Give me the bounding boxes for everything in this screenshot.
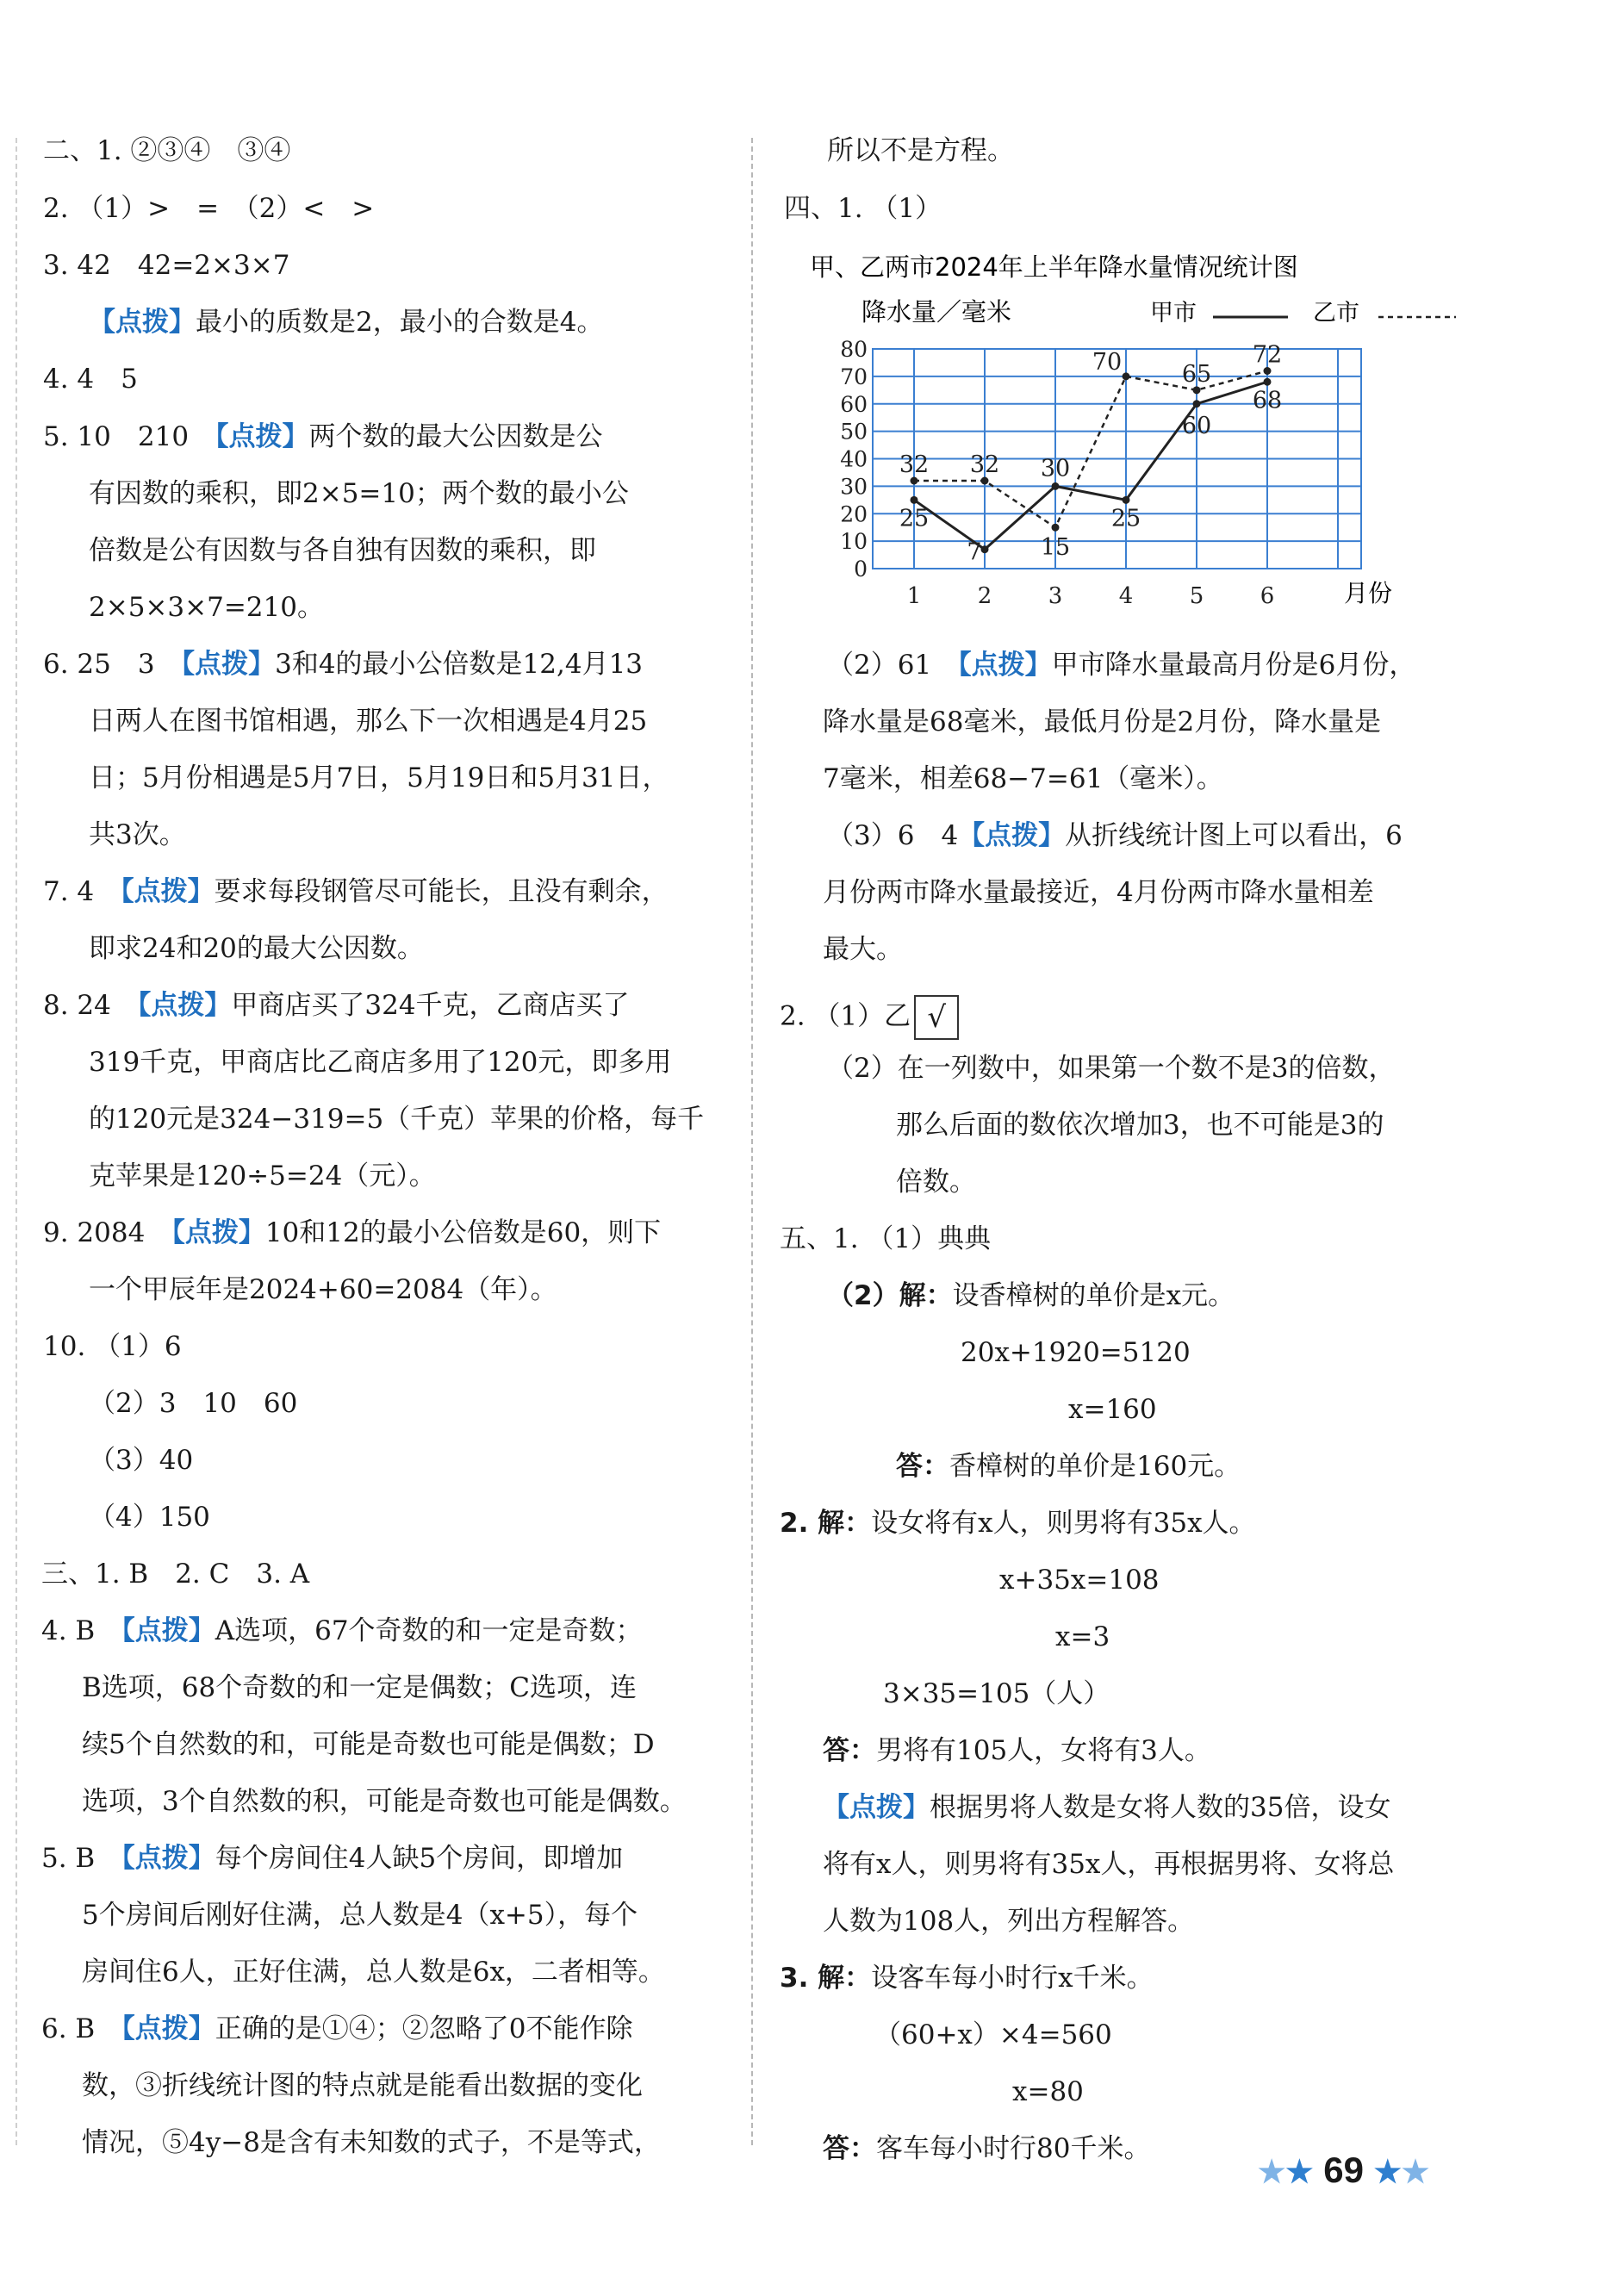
answer-line — [1055, 1620, 1110, 1654]
y-tick-label: 70 — [840, 364, 868, 389]
y-tick-label: 20 — [840, 501, 868, 527]
x-tick-label: 1 — [906, 583, 922, 609]
answer-text: 3. 42 42=2×3×7 — [43, 250, 290, 281]
answer-text: 的120元是324−319=5（千克）苹果的价格，每千 — [89, 1104, 705, 1135]
answer-text: x=3 — [1055, 1621, 1110, 1652]
answer-text: 从折线统计图上可以看出，6 — [1065, 820, 1403, 851]
answer-line — [780, 1506, 1256, 1540]
answer-line — [82, 1898, 638, 1932]
solution-label: 3. 解： — [780, 1963, 872, 1994]
answer-text: 日；5月份相遇是5月7日，5月19日和5月31日， — [89, 762, 669, 793]
answer-line — [1068, 1392, 1157, 1427]
answer-line — [89, 590, 324, 625]
legend-jia-label: 甲市 — [1150, 300, 1197, 327]
answer-text: （3）40 — [89, 1445, 194, 1476]
answer-text: 设香樟树的单价是x元。 — [952, 1280, 1235, 1311]
answer-text: 三、1. B 2. C 3. A — [41, 1559, 310, 1590]
answer-line — [89, 818, 186, 852]
answer-line — [43, 1329, 182, 1364]
data-label: 70 — [1092, 348, 1123, 376]
answer-text: 一个甲辰年是2024+60=2084（年）。 — [89, 1274, 557, 1305]
data-point — [911, 496, 918, 504]
chart-x-axis-label: 月份 — [1344, 579, 1393, 607]
answer-line — [89, 1159, 436, 1193]
answer-text: 最小的质数是2，最小的合数是4。 — [196, 307, 604, 338]
answer-text: 5个房间后刚好住满，总人数是4（x+5），每个 — [82, 1900, 638, 1931]
answer-prefix: 7. 4 — [43, 876, 121, 907]
x-tick-label: 6 — [1260, 583, 1275, 609]
y-tick-label: 10 — [840, 529, 868, 555]
answer-text: 降水量是68毫米，最低月份是2月份，降水量是 — [823, 706, 1382, 737]
data-label: 72 — [1252, 341, 1283, 369]
answer-line — [41, 2012, 632, 2046]
legend-yi-label: 乙市 — [1313, 300, 1359, 327]
answer-line — [883, 1677, 1110, 1711]
answer-text: 所以不是方程。 — [827, 135, 1014, 166]
answer-line — [89, 1386, 297, 1421]
left-margin-rule — [16, 138, 17, 2145]
data-point — [1052, 482, 1060, 490]
answer-text: 2. （1）> = （2）< > — [43, 193, 375, 224]
hint-tag: 【点拨】 — [171, 1217, 265, 1248]
answer-line — [896, 1108, 1384, 1142]
answer-line — [827, 1051, 1395, 1086]
answer-text: 20x+1920=5120 — [961, 1337, 1191, 1368]
answer-prefix: 6. B — [41, 2013, 122, 2044]
answer-line — [784, 191, 942, 226]
data-label: 7 — [967, 538, 982, 566]
answer-text: 倍数。 — [896, 1167, 976, 1198]
answer-line — [823, 1904, 1194, 1938]
answer-prefix: （3）6 4 — [827, 820, 959, 851]
answer-line — [89, 1272, 557, 1307]
star-icon: ★ — [1258, 2154, 1286, 2189]
answer-line — [827, 1279, 1235, 1313]
star-icon: ★ — [1285, 2154, 1314, 2189]
answer-text: 设客车每小时行x千米。 — [871, 1963, 1154, 1994]
answer-line — [89, 1045, 671, 1080]
answer-text: B选项，68个奇数的和一定是偶数；C选项，连 — [82, 1672, 637, 1703]
y-tick-label: 80 — [840, 337, 868, 362]
answer-line — [999, 1563, 1160, 1597]
answer-text: 正确的是①④；②忽略了0不能作除 — [215, 2013, 633, 2044]
answer-line — [41, 1841, 623, 1876]
answer-text: 五、1. （1）典典 — [780, 1223, 992, 1254]
answer-text: 克苹果是120÷5=24（元）。 — [89, 1160, 436, 1192]
y-tick-label: 40 — [840, 446, 868, 472]
hint-tag: 【点拨】 — [958, 650, 1052, 681]
hint-tag: 【点拨】 — [215, 421, 309, 452]
answer-line — [874, 2018, 1112, 2052]
answer-line — [43, 874, 669, 909]
answer-text: （2）3 10 60 — [89, 1388, 298, 1419]
y-tick-label: 0 — [854, 557, 868, 582]
x-tick-label: 4 — [1118, 583, 1134, 609]
answer-line — [896, 1165, 976, 1199]
answer-text: 四、1. （1） — [784, 193, 942, 224]
answer-text: 甲市降水量最高月份是6月份， — [1051, 650, 1416, 681]
answer-line — [43, 647, 643, 681]
answer-text: 情况，⑤4y−8是含有未知数的式子，不是等式， — [82, 2127, 661, 2158]
star-icon: ★ — [1373, 2154, 1402, 2189]
answer-prefix: 9. 2084 — [43, 1217, 172, 1248]
data-label: 30 — [1040, 455, 1071, 482]
answer-text: 10和12的最小公倍数是60，则下 — [264, 1217, 662, 1248]
answer-text: 2×5×3×7=210。 — [89, 592, 324, 623]
answer-text: 3和4的最小公倍数是12,4月13 — [275, 649, 644, 680]
rainfall-line-chart — [793, 250, 1482, 620]
answer-line — [82, 1671, 637, 1705]
answer-text: 两个数的最大公因数是公 — [308, 421, 603, 452]
data-label: 25 — [1110, 505, 1141, 532]
hint-tag: 【点拨】 — [137, 990, 232, 1021]
solution-label: （2）解： — [827, 1280, 953, 1311]
answer-text: x+35x=108 — [999, 1565, 1160, 1596]
answer-line — [43, 362, 138, 396]
answer-line — [43, 191, 374, 226]
answer-text: 4. 4 5 — [43, 364, 138, 395]
answer-text: x=80 — [1012, 2076, 1084, 2107]
answer-text: 将有x人，则男将有35x人，再根据男将、女将总 — [823, 1849, 1395, 1880]
answer-line — [89, 1443, 193, 1478]
answer-text: 日两人在图书馆相遇，那么下一次相遇是4月25 — [89, 706, 648, 737]
answer-line — [896, 1449, 1241, 1484]
solution-label: 答： — [823, 1735, 876, 1766]
answer-line — [89, 704, 647, 738]
answer-text: 香樟树的单价是160元。 — [949, 1451, 1241, 1482]
solution-label: 答： — [896, 1451, 949, 1482]
hint-tag: 【点拨】 — [121, 2013, 215, 2044]
answer-text: 月份两市降水量最接近，4月份两市降水量相差 — [823, 877, 1374, 908]
answer-text: 3×35=105（人） — [883, 1678, 1110, 1709]
hint-tag: 【点拨】 — [121, 1843, 215, 1874]
y-tick-label: 60 — [840, 391, 868, 417]
data-label: 32 — [899, 451, 930, 478]
data-point — [1264, 378, 1272, 386]
answer-line — [823, 2131, 1150, 2166]
answer-line — [82, 1784, 687, 1819]
answer-text: 有因数的乘积，即2×5=10；两个数的最小公 — [89, 478, 629, 509]
answer-line — [827, 648, 1415, 682]
hint-tag: 【点拨】 — [121, 876, 215, 907]
solution-label: 答： — [823, 2133, 876, 2164]
answer-line — [823, 1847, 1394, 1882]
data-point — [981, 545, 989, 553]
answer-prefix: 6. 25 3 — [43, 649, 182, 680]
answer-text: 要求每段钢管尽可能长，且没有剩余， — [214, 876, 669, 907]
answer-line — [827, 134, 1014, 168]
data-point — [1123, 372, 1130, 380]
answer-line — [43, 1216, 661, 1250]
hint-tag: 【点拨】 — [89, 307, 196, 338]
answer-line — [89, 761, 669, 795]
check-mark-box: √ — [914, 995, 959, 1040]
data-label: 25 — [899, 505, 930, 532]
answer-text: 二、1. ②③④ ③④ — [43, 135, 291, 166]
answer-text: （2）在一列数中，如果第一个数不是3的倍数， — [827, 1053, 1396, 1084]
hint-tag: 【点拨】 — [121, 1615, 215, 1646]
answer-line — [1012, 2075, 1084, 2109]
answer-line — [823, 932, 903, 967]
answer-text: 选项，3个自然数的积，可能是奇数也可能是偶数。 — [82, 1786, 687, 1817]
answer-line — [823, 875, 1374, 910]
answer-line — [823, 705, 1381, 739]
answer-prefix: 5. 10 210 — [43, 421, 216, 452]
answer-prefix: 8. 24 — [43, 990, 138, 1021]
hint-tag: 【点拨】 — [823, 1792, 930, 1823]
answer-text: x=160 — [1068, 1394, 1157, 1425]
x-tick-label: 2 — [977, 583, 992, 609]
hint-tag: 【点拨】 — [181, 649, 276, 680]
answer-line — [823, 762, 1223, 796]
answer-prefix: （2）61 — [827, 650, 959, 681]
answer-line — [89, 931, 424, 966]
answer-text: 人数为108人，列出方程解答。 — [823, 1906, 1195, 1937]
answer-text: 7毫米，相差68−7=61（毫米）。 — [823, 763, 1223, 794]
answer-line — [961, 1335, 1191, 1370]
answer-text: 续5个自然数的和，可能是奇数也可能是偶数；D — [82, 1729, 655, 1760]
data-label: 60 — [1181, 412, 1212, 439]
answer-line — [43, 988, 630, 1023]
answer-text: 319千克，甲商店比乙商店多用了120元，即多用 — [89, 1047, 672, 1078]
answer-text: 10. （1）6 — [43, 1331, 182, 1362]
answer-text: 即求24和20的最大公因数。 — [89, 933, 424, 964]
answer-text: 那么后面的数依次增加3，也不可能是3的 — [896, 1110, 1384, 1141]
answer-line — [82, 2069, 643, 2103]
answer-line — [823, 1733, 1211, 1768]
answer-text: 设女将有x人，则男将有35x人。 — [871, 1508, 1256, 1539]
page-number-footer — [1258, 2150, 1429, 2191]
answer-text: 倍数是公有因数与各自独有因数的乘积，即 — [89, 535, 596, 566]
answer-prefix: 5. B — [41, 1843, 122, 1874]
answer-text: 数，③折线统计图的特点就是能看出数据的变化 — [82, 2070, 643, 2101]
column-divider — [751, 138, 753, 2145]
answer-text: 共3次。 — [89, 819, 186, 850]
data-label: 65 — [1181, 360, 1212, 388]
data-label: 32 — [969, 451, 1000, 478]
answer-line — [780, 995, 959, 1040]
answer-line — [780, 1961, 1154, 1995]
answer-line — [43, 248, 289, 283]
answer-text: （60+x）×4=560 — [874, 2019, 1112, 2050]
answer-line — [823, 1790, 1390, 1825]
answer-line — [82, 1955, 665, 1989]
star-icon: ★ — [1401, 2154, 1430, 2189]
data-label: 15 — [1040, 534, 1071, 562]
answer-text: 最大。 — [823, 934, 903, 965]
answer-text: 甲商店买了324千克，乙商店买了 — [231, 990, 630, 1021]
answer-prefix: 4. B — [41, 1615, 122, 1646]
x-tick-label: 5 — [1189, 583, 1204, 609]
hint-tag: 【点拨】 — [958, 820, 1066, 851]
answer-text: 男将有105人，女将有3人。 — [876, 1735, 1211, 1766]
answer-text: 每个房间住4人缺5个房间，即增加 — [215, 1843, 624, 1874]
y-tick-label: 50 — [840, 419, 868, 445]
data-label: 68 — [1252, 387, 1283, 414]
answer-line — [89, 533, 596, 568]
answer-line — [780, 1222, 991, 1256]
answer-line — [827, 818, 1403, 853]
chart-y-axis-label: 降水量／毫米 — [861, 297, 1012, 327]
answer-line — [82, 2125, 661, 2160]
answer-line — [89, 1102, 704, 1136]
answer-line — [89, 305, 603, 339]
solution-label: 2. 解： — [780, 1508, 872, 1539]
answer-line — [89, 476, 629, 511]
answer-text: （4）150 — [89, 1502, 210, 1533]
data-point — [1052, 524, 1060, 532]
answer-line — [41, 1557, 309, 1591]
answer-line — [82, 1727, 655, 1762]
answer-text: 房间住6人，正好住满，总人数是6x，二者相等。 — [82, 1957, 665, 1988]
answer-line — [43, 420, 603, 454]
answer-text: A选项，67个奇数的和一定是奇数； — [215, 1615, 643, 1646]
data-point — [1123, 496, 1130, 504]
y-tick-label: 30 — [840, 474, 868, 500]
x-tick-label: 3 — [1048, 583, 1063, 609]
answer-line — [89, 1500, 210, 1534]
answer-text: 根据男将人数是女将人数的35倍，设女 — [930, 1792, 1391, 1823]
answer-line — [41, 1614, 643, 1648]
data-point — [1193, 400, 1201, 408]
page-number: 69 — [1323, 2150, 1364, 2190]
chart-title: 甲、乙两市2024年上半年降水量情况统计图 — [810, 252, 1298, 282]
answer-text: 2. （1）乙 — [780, 1000, 911, 1032]
answer-text: 客车每小时行80千米。 — [876, 2133, 1151, 2164]
answer-line — [43, 134, 290, 168]
